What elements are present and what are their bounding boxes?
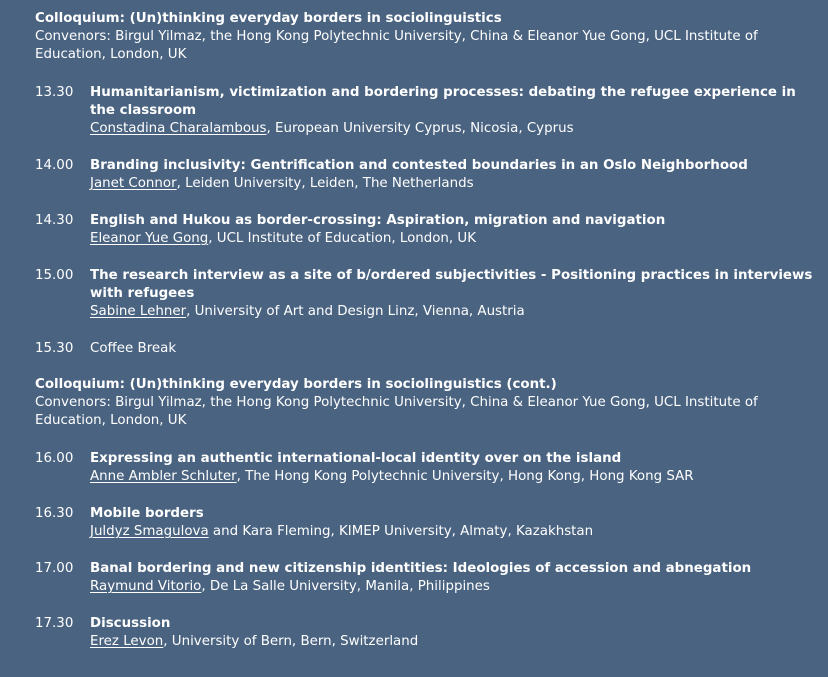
colloquium-convenors: Convenors: Birgul Yilmaz, the Hong Kong Polytechnic University, China & Eleanor Yue Gong, UCL Institute of Education, London, UK (35, 395, 758, 428)
colloquium-convenors: Convenors: Birgul Yilmaz, the Hong Kong Polytechnic University, China & Eleanor Yue Gong, UCL Institute of Education, London, UK (35, 29, 758, 62)
speaker-affiliation: , European University Cyprus, Nicosia, Cyprus (266, 121, 574, 136)
talk-title: Branding inclusivity: Gentrification and contested boundaries in an Oslo Neighborhood (90, 158, 748, 173)
speaker-link[interactable]: Raymund Vitorio (90, 579, 202, 594)
speaker-affiliation: , University of Art and Design Linz, Vienna, Austria (186, 304, 525, 319)
colloquium-title: Colloquium: (Un)thinking everyday borders in sociolinguistics (35, 11, 502, 26)
speaker-link[interactable]: Sabine Lehner (90, 304, 187, 319)
break-label: Coffee Break (90, 341, 177, 356)
speaker-link[interactable]: Erez Levon (90, 634, 164, 649)
speaker-link[interactable]: Juldyz Smagulova (90, 524, 209, 539)
colloquium-title: Colloquium: (Un)thinking everyday borders in sociolinguistics (cont.) (35, 377, 557, 392)
speaker-affiliation: and Kara Fleming, KIMEP University, Almaty, Kazakhstan (208, 524, 594, 539)
talk-time: 14.30 (35, 213, 74, 228)
talk-row (35, 505, 814, 541)
talk-row (35, 267, 814, 321)
talk-row (35, 615, 814, 651)
talk-title: Discussion (90, 616, 171, 631)
break-row (35, 340, 814, 358)
talk-time: 17.30 (35, 616, 74, 631)
talk-time: 15.00 (35, 268, 74, 283)
talk-time: 14.00 (35, 158, 74, 173)
speaker-affiliation: , De La Salle University, Manila, Philippines (201, 579, 490, 594)
talk-row (35, 450, 814, 486)
speaker-affiliation: , Leiden University, Leiden, The Netherlands (176, 176, 474, 191)
talk-row (35, 157, 814, 193)
colloquium-header-1 (35, 10, 814, 64)
speaker-link[interactable]: Constadina Charalambous (90, 121, 267, 136)
talk-time: 17.00 (35, 561, 74, 576)
talk-title: Banal bordering and new citizenship identities: Ideologies of accession and abnegation (90, 561, 752, 576)
talk-title: Expressing an authentic international-local identity over on the island (90, 451, 622, 466)
talk-title: The research interview as a site of b/ordered subjectivities - Positioning practices in interviews with refugees (90, 268, 813, 301)
speaker-link[interactable]: Eleanor Yue Gong (90, 231, 209, 246)
speaker-link[interactable]: Janet Connor (90, 176, 177, 191)
talk-row (35, 560, 814, 596)
speaker-affiliation: , University of Bern, Bern, Switzerland (163, 634, 419, 649)
talk-time: 16.30 (35, 506, 74, 521)
talk-title: Humanitarianism, victimization and bordering processes: debating the refugee experience in the classroom (90, 85, 796, 118)
talk-title: Mobile borders (90, 506, 204, 521)
talk-time: 16.00 (35, 451, 74, 466)
speaker-link[interactable]: Anne Ambler Schluter (90, 469, 237, 484)
break-time: 15.30 (35, 341, 74, 356)
speaker-affiliation: , The Hong Kong Polytechnic University, Hong Kong, Hong Kong SAR (236, 469, 694, 484)
colloquium-header-2 (35, 376, 814, 430)
talk-time: 13.30 (35, 85, 74, 100)
speaker-affiliation: , UCL Institute of Education, London, UK (208, 231, 477, 246)
talk-row (35, 212, 814, 248)
talk-row (35, 84, 814, 138)
talk-title: English and Hukou as border-crossing: Aspiration, migration and navigation (90, 213, 666, 228)
